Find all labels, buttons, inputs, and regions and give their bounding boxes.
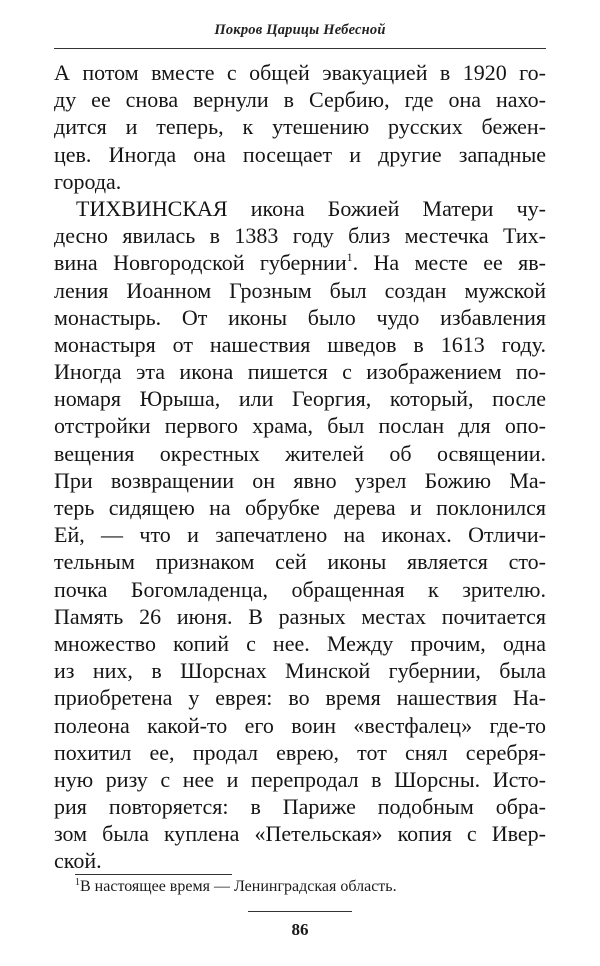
text-line: ду ее снова вернули в Сербию, где она нахо- [54,87,546,113]
body-text [54,59,546,875]
text-line: отстройки первого храма, был послан для опо- [54,413,546,439]
paragraph-2 [54,195,546,875]
text-line: монастыря от нашествия шведов в 1613 году. [54,331,546,357]
text-fragment: вина Новгородской губернии [54,250,347,276]
text-line-with-footnote [54,249,546,276]
footnote-rule [75,874,232,875]
paragraph-1 [54,59,546,195]
page-number: 86 [291,920,309,939]
footnote-marker: 1 [75,877,80,888]
text-line: рия повторяется: в Париже подобным обра- [54,794,546,820]
text-line: ления Иоанном Грозным был создан мужской [54,277,546,303]
text-line: полеона какой-то его воин «вестфалец» где-то [54,712,546,738]
text-line: тельным признаком сей иконы является сто- [54,549,546,575]
footnote [75,878,397,896]
footnote-reference[interactable]: 1 [346,250,353,265]
text-line: монастырь. От иконы было чудо избавления [54,304,546,330]
text-line: терь сидящею на обрубке дерева и поклонился [54,495,546,520]
text-line: вещения окрестных жителей об освящении. [54,440,546,466]
text-line: Память 26 июня. В разных местах почитается [54,603,546,629]
text-line: зом была куплена «Петельская» копия с Ивер- [54,821,546,847]
text-line: из них, в Шорснах Минской губернии, была [54,658,546,684]
header-rule [54,48,546,49]
footnote-text: В настоящее время — Ленинградская область. [80,878,397,895]
page-number-rule [248,911,352,912]
text-line: ТИХВИНСКАЯ икона Божией Матери чу- [76,195,546,221]
text-fragment: . На месте ее яв- [352,250,546,276]
text-line: десно явилась в 1383 году близ местечка Тих- [54,223,546,249]
text-line: ную ризу с нее и перепродал в Шорсны. Исто- [54,766,546,792]
text-line: цев. Иногда она посещает и другие западные [54,141,546,167]
text-line: номаря Юрыша, или Георгия, который, после [54,386,546,412]
text-line: ской. [54,848,102,874]
text-line: множество копий с нее. Между прочим, одна [54,630,546,656]
text-line: При возвращении он явно узрел Божию Ма- [54,467,546,493]
text-line: города. [54,168,122,194]
running-head: Покров Царицы Небесной [214,22,386,38]
text-line: приобретена у еврея: во время нашествия На- [54,685,546,711]
text-line: дится и теперь, к утешению русских бежен- [54,114,546,140]
text-line: А потом вместе с общей эвакуацией в 1920 го- [54,60,546,85]
text-line: Ей, — что и запечатлено на иконах. Отличи- [54,522,546,548]
text-line: похитил ее, продал еврею, тот снял серебря- [54,739,546,765]
text-line: Иногда эта икона пишется с изображением по- [54,359,546,385]
text-line: почка Богомладенца, обращенная к зрителю. [54,576,546,602]
